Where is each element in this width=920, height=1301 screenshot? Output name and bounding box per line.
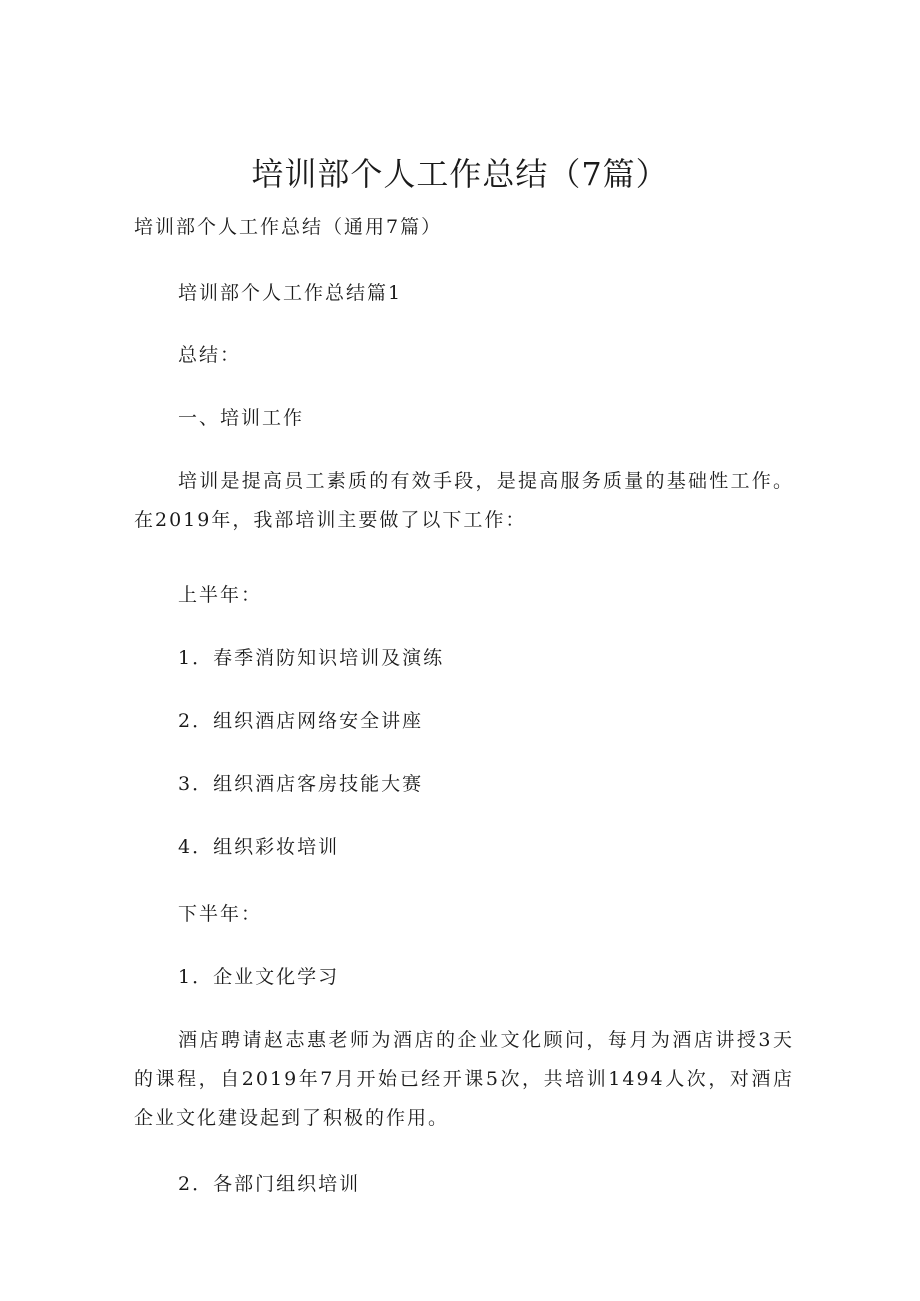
list-item: 3．组织酒店客房技能大赛 [178,773,424,795]
first-half-label: 上半年： [178,584,263,606]
document-subtitle: 培训部个人工作总结（通用7篇） [134,216,443,238]
list-item: 1．春季消防知识培训及演练 [178,647,445,669]
document-title: 培训部个人工作总结（7篇） [251,155,669,193]
part1-heading: 一、培训工作 [178,407,305,429]
list-item: 2．各部门组织培训 [178,1173,361,1195]
culture-paragraph: 酒店聘请赵志惠老师为酒店的企业文化顾问，每月为酒店讲授3天的课程，自2019年7月开始已经开课5次，共培训1494人次，对酒店企业文化建设起到了积极的作用。 [134,1029,794,1129]
list-item: 2．组织酒店网络安全讲座 [178,710,424,732]
list-item: 1．企业文化学习 [178,966,340,988]
intro-paragraph: 培训是提高员工素质的有效手段，是提高服务质量的基础性工作。在2019年，我部培训主要做了以下工作： [134,470,794,531]
list-item: 4．组织彩妆培训 [178,836,340,858]
second-half-label: 下半年： [178,903,263,925]
summary-label: 总结： [178,344,242,366]
section-heading: 培训部个人工作总结篇1 [178,282,403,304]
